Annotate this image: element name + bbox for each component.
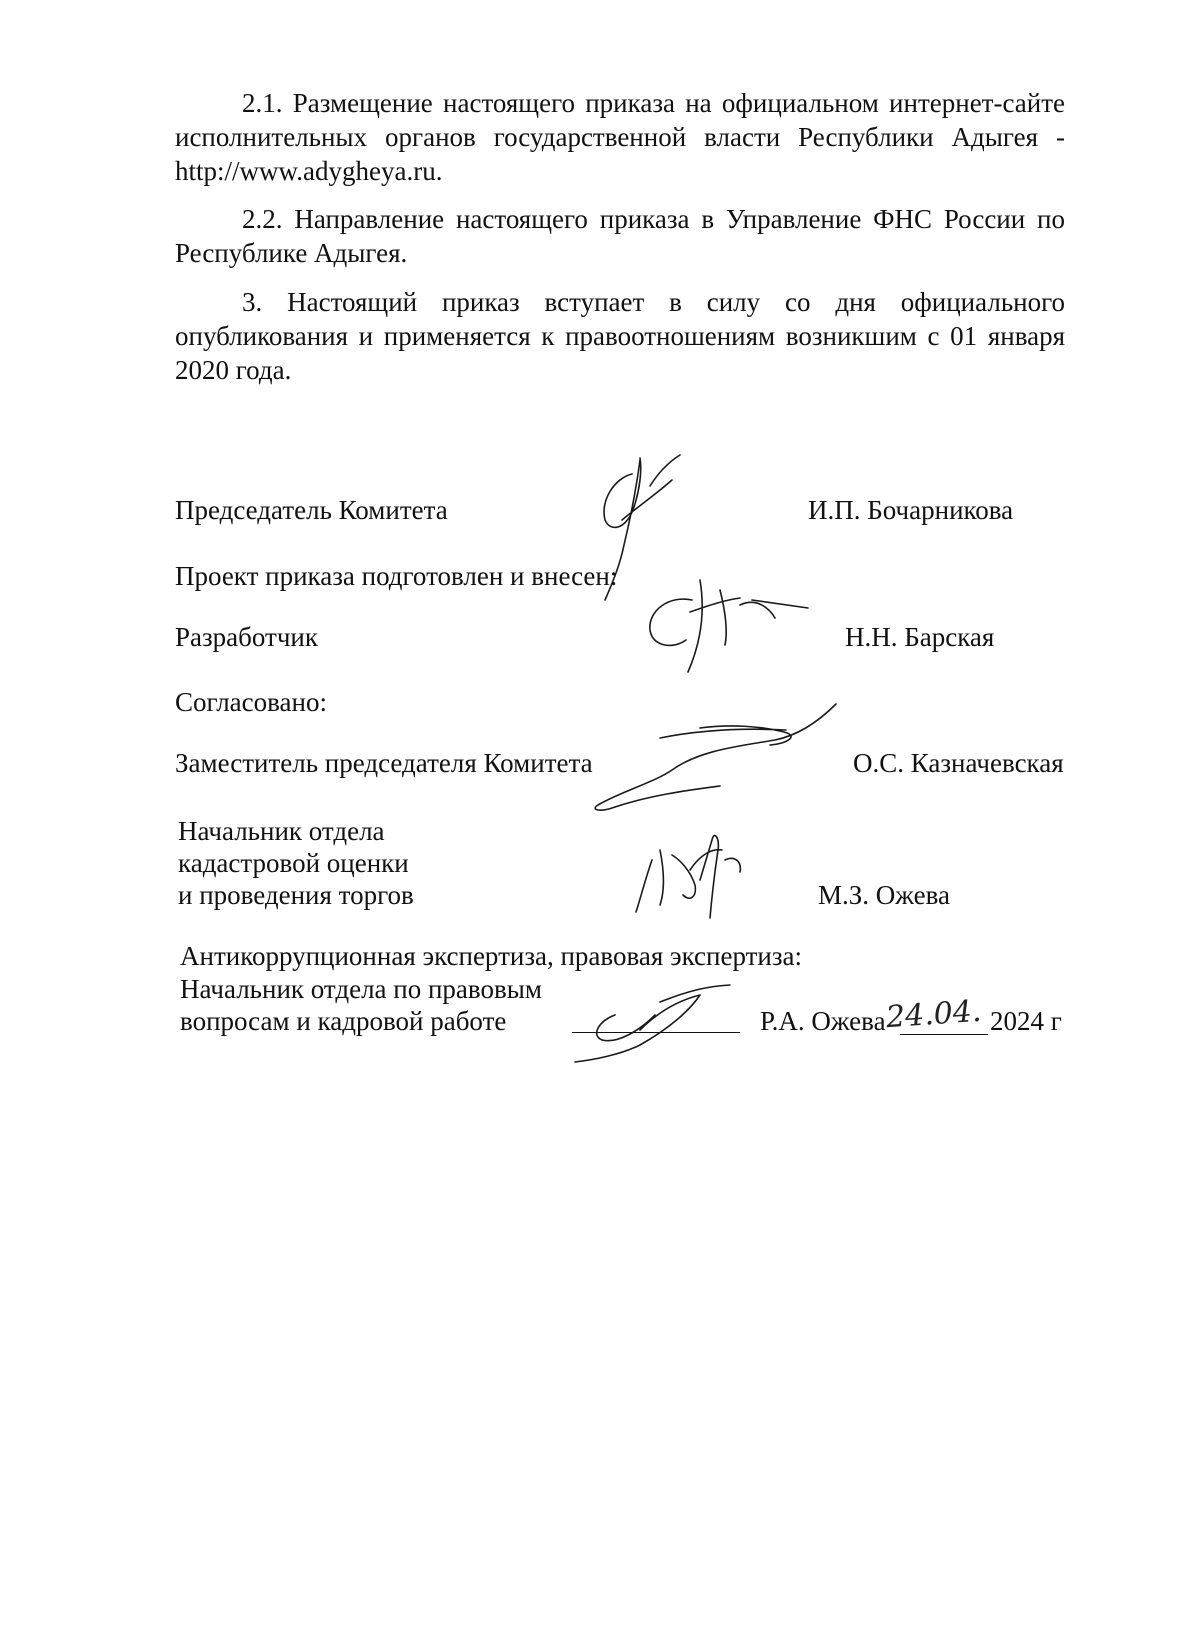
legal-title-line-1: Начальник отдела по правовым (180, 974, 542, 1004)
legal-title-line-2: вопросам и кадровой работе (180, 1006, 507, 1036)
paragraph-2-1: 2.1. Размещение настоящего приказа на официальном интернет-сайте исполнительных органов государственной власти Республики Адыгея - http://www.adygheya.ru. (175, 88, 1065, 186)
signature-deputy (595, 704, 836, 810)
handwritten-date: 24.04. (884, 993, 983, 1036)
signature-developer (650, 580, 808, 672)
signature-line (572, 1032, 740, 1033)
signature-legal (575, 985, 730, 1062)
agreed-label: Согласовано: (175, 687, 327, 717)
signature-cadastre (636, 835, 740, 918)
date-underline (900, 1034, 988, 1035)
paragraph-3: 3. Настоящий приказ вступает в силу со дня официального опубликования и применяется к правоотношениям возникшим с 01 января 2020 года. (175, 287, 1065, 385)
chair-name: И.П. Бочарникова (808, 495, 1014, 525)
paragraph-2-2: 2.2. Направление настоящего приказа в Управление ФНС России по Республике Адыгея. (175, 204, 1065, 268)
legal-name: Р.А. Ожева (760, 1006, 886, 1036)
expertise-label: Антикоррупционная экспертиза, правовая экспертиза: (180, 941, 803, 971)
developer-title: Разработчик (175, 622, 318, 652)
cadastre-title-line-1: Начальник отдела (178, 816, 385, 846)
cadastre-name: М.З. Ожева (818, 880, 950, 910)
cadastre-title-line-3: и проведения торгов (178, 880, 414, 910)
chair-title: Председатель Комитета (175, 495, 448, 525)
developer-name: Н.Н. Барская (845, 622, 995, 652)
prepared-label: Проект приказа подготовлен и внесен: (175, 561, 618, 591)
deputy-title: Заместитель председателя Комитета (175, 748, 593, 778)
legal-date-year: 2024 г (990, 1006, 1062, 1036)
cadastre-title-line-2: кадастровой оценки (178, 848, 409, 878)
deputy-name: О.С. Казначевская (853, 748, 1064, 778)
